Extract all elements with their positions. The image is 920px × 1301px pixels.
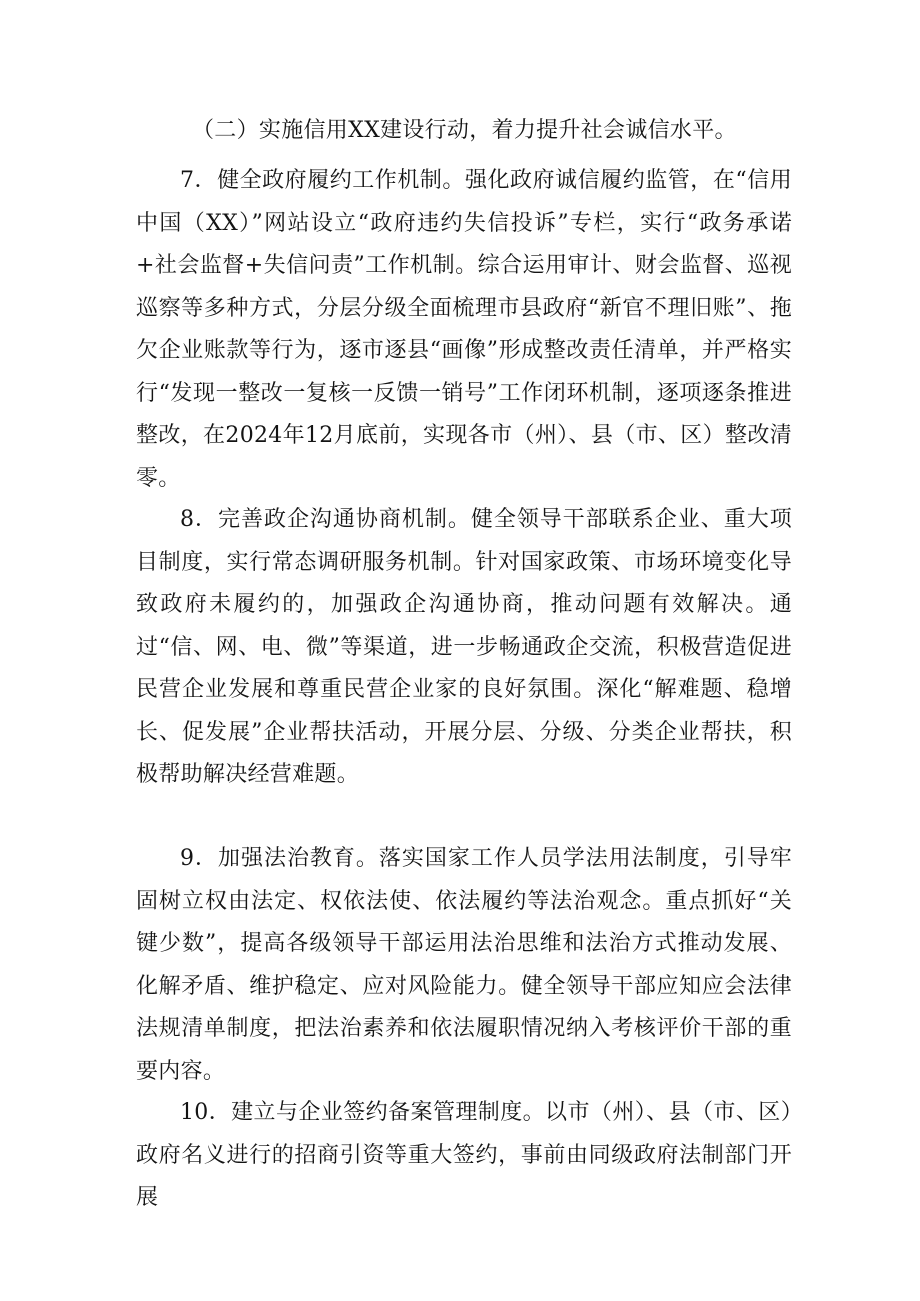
paragraph-item-8: 8．完善政企沟通协商机制。健全领导干部联系企业、重大项目制度，实行常态调研服务机制。针对国家政策、市场环境变化导致政府未履约的，加强政企沟通协商，推动问题有效解决。通过“信、网、电、微”等渠道，进一步畅通政企交流，积极营造促进民营企业发展和尊重民营企业家的良好氛围。深化“解难题、稳增长、促发展”企业帮扶活动，开展分层、分级、分类企业帮扶，积极帮助解决经营难题。 <box>136 507 792 787</box>
paragraph-item-9: 9．加强法治教育。落实国家工作人员学法用法制度，引导牢固树立权由法定、权依法使、依法履约等法治观念。重点抓好“关键少数”，提高各级领导干部运用法治思维和法治方式推动发展、化解矛盾、维护稳定、应对风险能力。健全领导干部应知应会法律法规清单制度，把法治素养和依法履职情况纳入考核评价干部的重要内容。 <box>136 846 792 1084</box>
paragraph-item-10: 10．建立与企业签约备案管理制度。以市（州）、县（市、区）政府名义进行的招商引资等重大签约，事前由同级政府法制部门开展 <box>136 1100 792 1210</box>
paragraph-item-7: 7．健全政府履约工作机制。强化政府诚信履约监管，在“信用中国（XX）”网站设立“政府违约失信投诉”专栏，实行“政务承诺+社会监督+失信问责”工作机制。综合运用审计、财会监督、巡视巡察等多种方式，分层分级全面梳理市县政府“新官不理旧账”、拖欠企业账款等行为，逐市逐县“画像”形成整改责任清单，并严格实行“发现一整改一复核一反馈一销号”工作闭环机制，逐项逐条推进整改，在2024年12月底前，实现各市（州）、县（市、区）整改清零。 <box>136 168 792 491</box>
section-heading: （二）实施信用XX建设行动，着力提升社会诚信水平。 <box>192 118 737 143</box>
